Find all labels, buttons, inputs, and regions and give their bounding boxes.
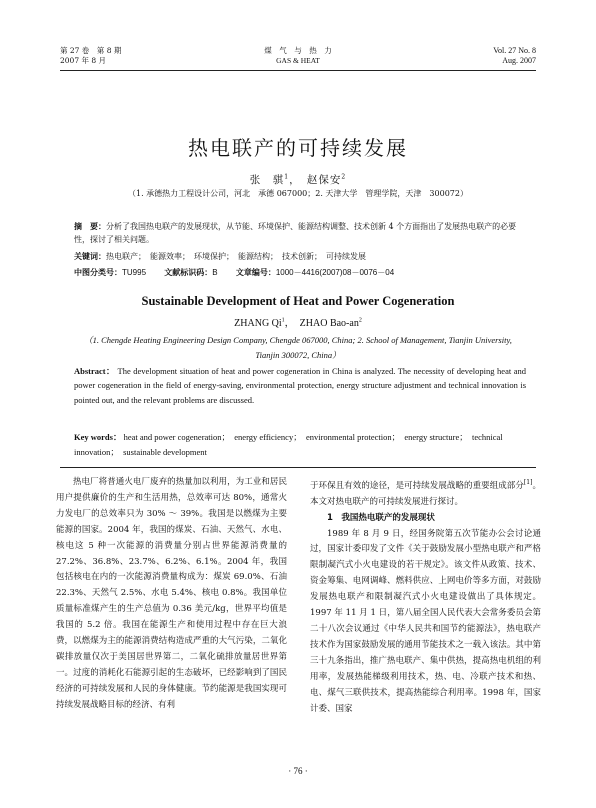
abstract-en-text: The development situation of heat and power cogeneration in China is analyzed. The necessity of developing heat and power cogeneration in the field of energy-saving, environmental protection, energy structure adjustment and technical innovation is pointed out, and the relevant problems are discussed. <box>74 366 527 405</box>
paragraph-text-end: 。本文对热电联产的可持续发展进行探讨。 <box>310 480 541 507</box>
author-2-mark: 2 <box>341 173 347 181</box>
authors-en <box>0 314 596 329</box>
body-paragraph: 1989 年 8 月 9 日，经国务院第五次节能办公会讨论通过，国家计委印发了文件《关于鼓励发展小型热电联产和严格限制凝汽式小火电建设的若干规定》。该文件从政策、技术、资金筹集、电网调峰、燃料供应、上网电价等多方面，对鼓励发展热电联产和限制凝汽式小火电建设做出了具体规定。1997 年 11 月 1 日，第八届全国人民代表大会常务委员会第二十八次会议通过《中华人民共和国节约能源法》，热电联产技术作为国家鼓励发展的通用节能技术之一载入该法。其中第三十九条指出，推广热电联产、集中供热，提高热电机组的利用率，发展热能梯级利用技术，热、电、冷联产技术和热、电、煤气三联供技术，提高热能综合利用率。1998 年，国家计委、国家 <box>310 528 541 714</box>
section-heading: 1 我国热电联产的发展现状 <box>327 512 435 523</box>
authors-cn <box>0 172 596 187</box>
journal-name-cn: 煤 气 与 热 力 <box>264 46 332 55</box>
keywords-cn-label: 关键词： <box>74 252 106 261</box>
author-1-en-mark: 1 <box>281 317 285 324</box>
article-no-value: 1000－4416(2007)08－0076－04 <box>275 268 395 277</box>
abstract-cn-text: 分析了我国热电联产的发展现状，从节能、环境保护、能源结构调整、技术创新 4 个方面指出了发展热电联产的必要性，探讨了相关问题。 <box>74 222 517 244</box>
page-number: · 76 · <box>288 766 308 776</box>
volume-issue-en: Vol. 27 No. 8 <box>493 46 536 55</box>
doc-code-label: 文献标识码： <box>164 268 213 277</box>
abstract-rule <box>60 467 536 468</box>
abstract-en <box>74 364 526 407</box>
author-2-en-mark: 2 <box>358 317 362 324</box>
clc-value: TU995 <box>122 268 147 277</box>
affiliation-cn: （1. 承德热力工程设计公司，河北 承德 067000；2. 天津大学 管理学院，天津 300072） <box>128 189 468 198</box>
author-2-en: ZHAO Bao-an <box>299 318 359 329</box>
classification-line <box>74 266 534 279</box>
article-title-cn: 热电联产的可持续发展 <box>188 136 408 160</box>
volume-issue: 第 27 卷 第 8 期 <box>60 46 122 55</box>
abstract-cn-label: 摘 要： <box>74 222 106 231</box>
body-paragraph: 热电厂将普通火电厂废弃的热量加以利用，为工业和居民用户提供廉价的生产和生活用热，总效率可达 80%，通常火力发电厂的总效率只为 30% ～ 39%。我国是以燃煤为主要能源的国家。2004 年，我国的煤炭、石油、天然气、水电、核电这 5 种一次能源的消费量分别占世界能源消费量的 27.2%、36.8%、23.7%、6.2%、6.1%。2004 年，我国包括核电在内的一次能源消费量构成为：煤炭 69.0%、石油 22.3%、天然气 2.5%、水电 5.4%、核电 0.8%。我国单位质量标准煤产生的生产总值为 0.36 美元/kg，世界平均值是我国的 5.2 倍。我国在能源生产和使用过程中存在巨大浪费，以燃煤为主的能源消费结构造成严重的大气污染，二氧化碳排放量仅次于美国居世界第二，二氧化硫排放量居世界第一。过度的消耗化石能源引起的生态破坏，已经影响到了国民经济的可持续发展和人民的身体健康。节约能源是我国实现可持续发展战略目标的经济、有利 <box>56 477 287 710</box>
author-1: 张 骐 <box>249 174 285 186</box>
body-paragraph-continued <box>310 475 541 511</box>
citation-ref: [1] <box>523 479 533 486</box>
affiliation-en: （1. Chengde Heating Engineering Design Company, Chengde 067000, China; 2. School of Management, Tianjin University, Tianjin 300072, China） <box>84 335 512 360</box>
keywords-en-label: Key words： <box>74 432 122 442</box>
author-1-mark: 1 <box>284 173 290 181</box>
author-separator: ， <box>289 174 307 186</box>
issue-date-en: Aug. 2007 <box>502 56 536 65</box>
author-1-en: ZHANG Qi <box>234 318 282 329</box>
keywords-cn-text: 热电联产； 能源效率； 环境保护； 能源结构； 技术创新； 可持续发展 <box>106 252 366 261</box>
keywords-cn <box>74 250 524 263</box>
article-title-en: Sustainable Development of Heat and Power Cogeneration <box>141 294 455 308</box>
abstract-en-label: Abstract： <box>74 366 115 376</box>
issue-date: 2007 年 8 月 <box>60 56 107 65</box>
body-column-right <box>310 475 541 717</box>
keywords-en <box>74 430 526 460</box>
clc-label: 中图分类号： <box>74 268 122 277</box>
paragraph-text: 于环保且有效的途径，是可持续发展战略的重要组成部分 <box>310 480 524 491</box>
author-2: 赵保安 <box>306 174 342 186</box>
author-separator-en: ， <box>284 318 300 329</box>
abstract-cn <box>74 220 524 246</box>
body-column-left <box>56 475 287 714</box>
keywords-en-text: heat and power cogeneration； energy efficiency； environmental protection； energy structure； technical innovation； sustainable development <box>74 432 503 457</box>
doc-code-value: B <box>212 268 218 277</box>
header-rule <box>60 70 536 71</box>
running-header-right <box>493 46 536 66</box>
article-no-label: 文章编号： <box>235 268 276 277</box>
journal-name-en: GAS & HEAT <box>276 56 320 65</box>
